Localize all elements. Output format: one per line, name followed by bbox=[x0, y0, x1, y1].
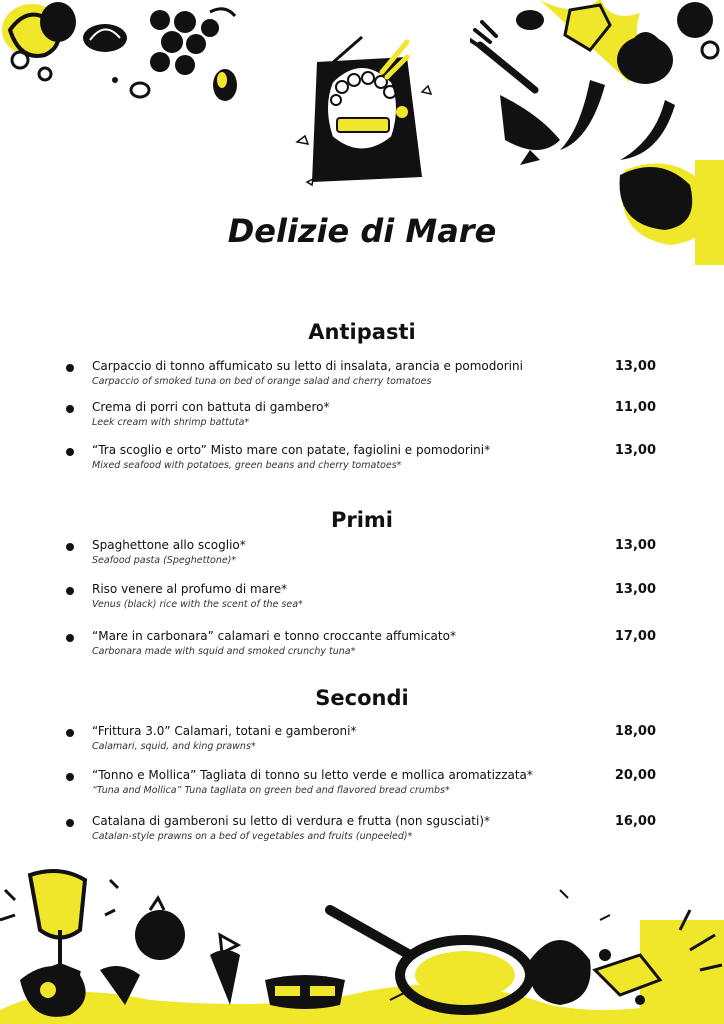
item-description: Mixed seafood with potatoes, green beans and cherry tomatoes* bbox=[92, 460, 402, 471]
item-price: 18,00 bbox=[614, 724, 656, 739]
item-description: “Tuna and Mollica” Tuna tagliata on green bed and flavored bread crumbs* bbox=[92, 785, 450, 796]
item-name: Catalana di gamberoni su letto di verdura e frutta (non sgusciati)* bbox=[92, 814, 491, 828]
section-title-primi: Primi bbox=[330, 508, 394, 532]
food-doodle-top-left bbox=[0, 0, 250, 120]
item-price: 13,00 bbox=[614, 538, 656, 553]
item-name: Crema di porri con battuta di gambero* bbox=[92, 400, 330, 414]
menu-item bbox=[66, 814, 658, 854]
menu-item bbox=[66, 400, 658, 440]
item-price: 13,00 bbox=[614, 443, 656, 458]
item-price: 16,00 bbox=[614, 814, 656, 829]
menu-item bbox=[66, 538, 658, 578]
item-name: Riso venere al profumo di mare* bbox=[92, 582, 288, 596]
bullet-icon bbox=[66, 729, 74, 737]
item-name: “Tonno e Mollica” Tagliata di tonno su letto verde e mollica aromatizzata* bbox=[92, 768, 533, 782]
item-price: 13,00 bbox=[614, 582, 656, 597]
menu-item bbox=[66, 443, 658, 483]
bullet-icon bbox=[66, 587, 74, 595]
menu-item bbox=[66, 582, 658, 622]
menu-item bbox=[66, 724, 658, 764]
bullet-icon bbox=[66, 773, 74, 781]
item-description: Carpaccio of smoked tuna on bed of orange salad and cherry tomatoes bbox=[92, 376, 432, 387]
item-price: 11,00 bbox=[614, 400, 656, 415]
menu-item bbox=[66, 629, 658, 669]
item-name: “Tra scoglio e orto” Misto mare con patate, fagiolini e pomodorini* bbox=[92, 443, 491, 457]
section-title-antipasti: Antipasti bbox=[308, 320, 416, 344]
bullet-icon bbox=[66, 543, 74, 551]
item-name: Spaghettone allo scoglio* bbox=[92, 538, 246, 552]
item-description: Carbonara made with squid and smoked crunchy tuna* bbox=[92, 646, 356, 657]
bullet-icon bbox=[66, 448, 74, 456]
item-description: Catalan-style prawns on a bed of vegetables and fruits (unpeeled)* bbox=[92, 831, 413, 842]
item-name: “Frittura 3.0” Calamari, totani e gamberoni* bbox=[92, 724, 357, 738]
statue-logo bbox=[292, 32, 432, 197]
item-description: Seafood pasta (Speghettone)* bbox=[92, 555, 237, 566]
item-price: 13,00 bbox=[614, 359, 656, 374]
section-title-secondi: Secondi bbox=[315, 686, 409, 710]
menu-item bbox=[66, 359, 658, 399]
bullet-icon bbox=[66, 819, 74, 827]
item-description: Leek cream with shrimp battuta* bbox=[92, 417, 250, 428]
item-price: 17,00 bbox=[614, 629, 656, 644]
item-description: Calamari, squid, and king prawns* bbox=[92, 741, 256, 752]
menu-title: Delizie di Mare bbox=[227, 212, 497, 250]
bullet-icon bbox=[66, 364, 74, 372]
food-doodle-bottom bbox=[0, 860, 724, 1024]
item-name: Carpaccio di tonno affumicato su letto di insalata, arancia e pomodorini bbox=[92, 359, 523, 373]
item-description: Venus (black) rice with the scent of the sea* bbox=[92, 599, 303, 610]
bullet-icon bbox=[66, 405, 74, 413]
item-name: “Mare in carbonara” calamari e tonno croccante affumicato* bbox=[92, 629, 456, 643]
bullet-icon bbox=[66, 634, 74, 642]
menu-item bbox=[66, 768, 658, 808]
item-price: 20,00 bbox=[614, 768, 656, 783]
